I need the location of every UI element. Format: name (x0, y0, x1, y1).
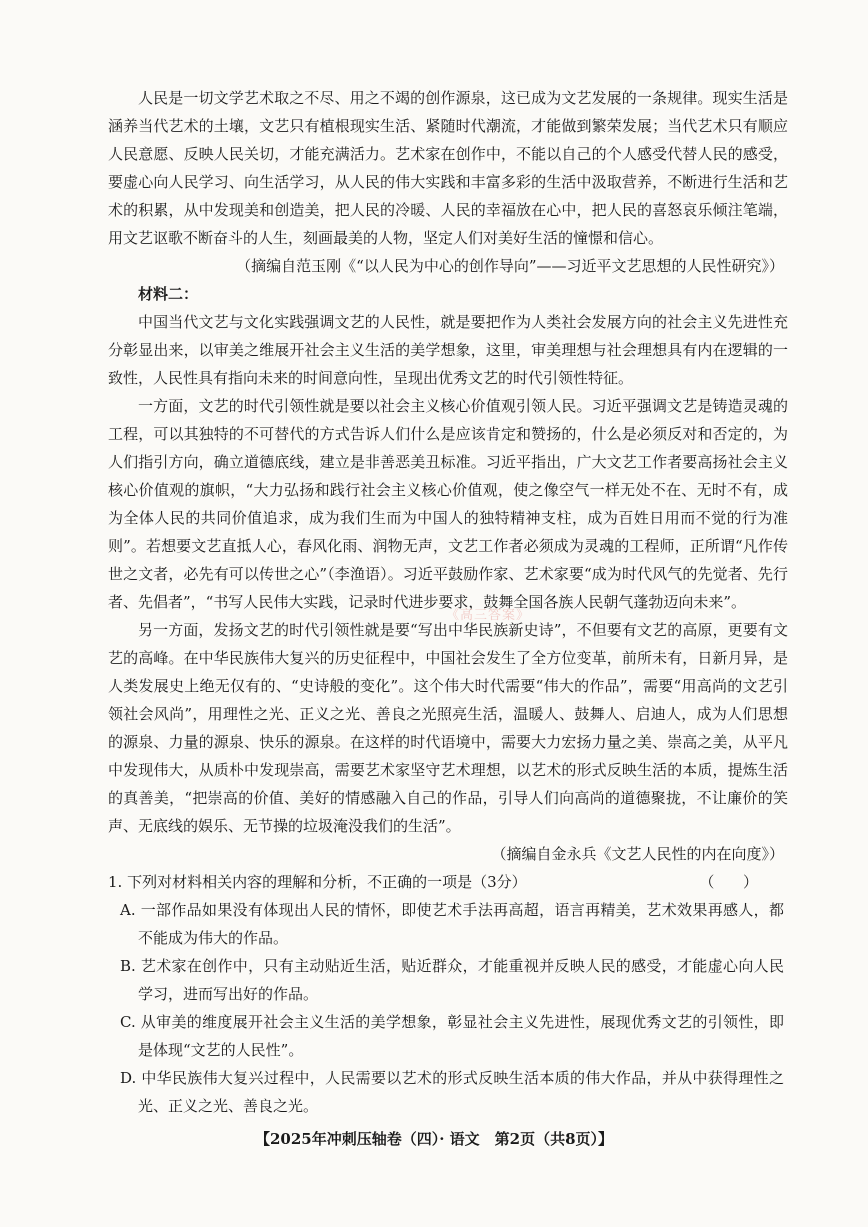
question-1-text: 1. 下列对材料相关内容的理解和分析，不正确的一项是（3分） (108, 873, 527, 891)
option-c[interactable]: C. 从审美的维度展开社会主义生活的美学想象，彰显社会主义先进性，展现优秀文艺的引领性，即是体现“文艺的人民性”。 (120, 1013, 784, 1059)
material2-label: 材料二： (138, 285, 199, 303)
material2-source: （摘编自金永兵《文艺人民性的内在向度》） (491, 845, 784, 863)
option-a[interactable]: A. 一部作品如果没有体现出人民的情怀，即使艺术手法再高超，语言再精美，艺术效果再感人，都不能成为伟大的作品。 (120, 901, 784, 947)
material2-paragraph-2: 一方面，文艺的时代引领性就是要以社会主义核心价值观引领人民。习近平强调文艺是铸造灵魂的工程，可以其独特的不可替代的方式告诉人们什么是应该肯定和赞扬的，什么是必须反对和否定的，为人们指引方向，确立道德底线，建立是非善恶美丑标准。习近平指出，广大文艺工作者要高扬社会主义核心价值观的旗帜，“大力弘扬和践行社会主义核心价值观，使之像空气一样无处不在、无时不有，成为全体人民的共同价值追求，成为我们生而为中国人的独特精神支柱，成为百姓日用而不觉的行为准则”。若想要文艺直抵人心，春风化雨、润物无声，文艺工作者必须成为灵魂的工程师，正所谓“凡作传世之文者，必先有可以传世之心”（李渔语）。习近平鼓励作家、艺术家要“成为时代风气的先觉者、先行者、先倡者”，“书写人民伟大实践，记录时代进步要求，鼓舞全国各族人民朝气蓬勃迈向未来”。 (108, 397, 788, 611)
watermark: 《高三答案》 (446, 608, 531, 623)
page-content (0, 84, 868, 1120)
answer-blank[interactable]: （ ） (699, 873, 758, 891)
option-d[interactable]: D. 中华民族伟大复兴过程中，人民需要以艺术的形式反映生活本质的伟大作品，并从中获得理性之光、正义之光、善良之光。 (120, 1069, 784, 1115)
material2-paragraph-1: 中国当代文艺与文化实践强调文艺的人民性，就是要把作为人类社会发展方向的社会主义先进性充分彰显出来，以审美之维展开社会主义生活的美学想象，这里，审美理想与社会理想具有内在逻辑的一致性，人民性具有指向未来的时间意向性，呈现出优秀文艺的时代引领性特征。 (108, 313, 788, 387)
option-b[interactable]: B. 艺术家在创作中，只有主动贴近生活，贴近群众，才能重视并反映人民的感受，才能虚心向人民学习，进而写出好的作品。 (120, 957, 784, 1003)
material2-paragraph-3: 另一方面，发扬文艺的时代引领性就是要“写出中华民族新史诗”，不但要有文艺的高原，更要有文艺的高峰。在中华民族伟大复兴的历史征程中，中国社会发生了全方位变革，前所未有，日新月异，是人类发展史上绝无仅有的、“史诗般的变化”。这个伟大时代需要“伟大的作品”，需要“用高尚的文艺引领社会风尚”，用理性之光、正义之光、善良之光照亮生活，温暖人、鼓舞人、启迪人，成为人们思想的源泉、力量的源泉、快乐的源泉。在这样的时代语境中，需要大力宏扬力量之美、崇高之美，从平凡中发现伟大，从质朴中发现崇高，需要艺术家坚守艺术理想，以艺术的形式反映生活的本质，提炼生活的真善美，“把崇高的价值、美好的情感融入自己的作品，引导人们向高尚的道德聚拢，不让廉价的笑声、无底线的娱乐、无节操的垃圾淹没我们的生活”。 (108, 621, 788, 835)
material1-source: （摘编自范玉刚《“以人民为中心的创作导向”——习近平文艺思想的人民性研究》） (236, 257, 784, 275)
page-footer: 【2025年冲刺压轴卷（四）· 语文 第2页（共8页）】 (254, 1130, 614, 1148)
material1-paragraph: 人民是一切文学艺术取之不尽、用之不竭的创作源泉，这已成为文艺发展的一条规律。现实生活是涵养当代艺术的土壤，文艺只有植根现实生活、紧随时代潮流，才能做到繁荣发展；当代艺术只有顺应人民意愿、反映人民关切，才能充满活力。艺术家在创作中，不能以自己的个人感受代替人民的感受，要虚心向人民学习、向生活学习，从人民的伟大实践和丰富多彩的生活中汲取营养，不断进行生活和艺术的积累，从中发现美和创造美，把人民的冷暖、人民的幸福放在心中，把人民的喜怒哀乐倾注笔端，用文艺讴歌不断奋斗的人生，刻画最美的人物，坚定人们对美好生活的憧憬和信心。 (108, 89, 788, 247)
question-1 (108, 868, 788, 896)
